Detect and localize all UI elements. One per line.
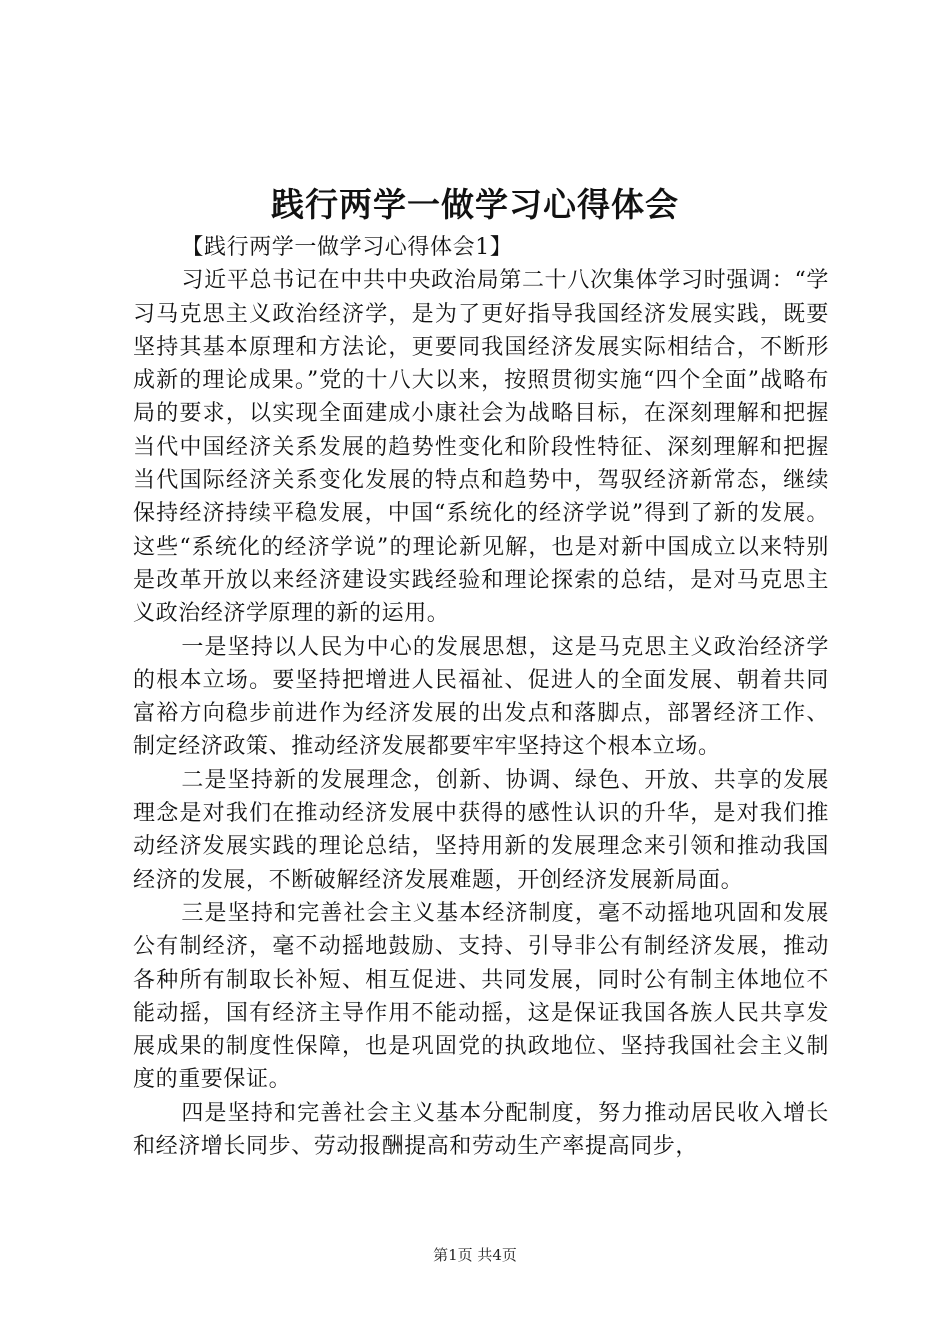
body-paragraph: 三是坚持和完善社会主义基本经济制度，毫不动摇地巩固和发展公有制经济，毫不动摇地鼓励、支持、引导非公有制经济发展，推动各种所有制取长补短、相互促进、共同发展，同时公有制主体地位不能动摇，国有经济主导作用不能动摇，这是保证我国各族人民共享发展成果的制度性保障，也是巩固党的执政地位、坚持我国社会主义制度的重要保证。 (133, 900, 829, 1093)
body-paragraph: 一是坚持以人民为中心的发展思想，这是马克思主义政治经济学的根本立场。要坚持把增进人民福祉、促进人的全面发展、朝着共同富裕方向稳步前进作为经济发展的出发点和落脚点，部署经济工作、制定经济政策、推动经济发展都要牢牢坚持这个根本立场。 (133, 634, 829, 760)
page-number-footer: 第1页 共4页 (433, 1246, 517, 1264)
section-heading: 【践行两学一做学习心得体会1】 (181, 235, 513, 260)
document-title: 践行两学一做学习心得体会 (271, 185, 679, 224)
body-paragraph: 习近平总书记在中共中央政治局第二十八次集体学习时强调：“学习马克思主义政治经济学，是为了更好指导我国经济发展实践，既要坚持其基本原理和方法论，更要同我国经济发展实际相结合，不断形成新的理论成果。”党的十八大以来，按照贯彻实施“四个全面”战略布局的要求，以实现全面建成小康社会为战略目标，在深刻理解和把握当代中国经济关系发展的趋势性变化和阶段性特征、深刻理解和把握当代国际经济关系变化发展的特点和趋势中，驾驭经济新常态，继续保持经济持续平稳发展，中国“系统化的经济学说”得到了新的发展。这些“系统化的经济学说”的理论新见解，也是对新中国成立以来特别是改革开放以来经济建设实践经验和理论探索的总结，是对马克思主义政治经济学原理的新的运用。 (133, 268, 829, 627)
document-body (133, 231, 829, 1163)
body-paragraph: 二是坚持新的发展理念，创新、协调、绿色、开放、共享的发展理念是对我们在推动经济发展中获得的感性认识的升华，是对我们推动经济发展实践的理论总结，坚持用新的发展理念来引领和推动我国经济的发展，不断破解经济发展难题，开创经济发展新局面。 (133, 767, 829, 893)
body-paragraph: 四是坚持和完善社会主义基本分配制度，努力推动居民收入增长和经济增长同步、劳动报酬提高和劳动生产率提高同步， (133, 1100, 829, 1160)
